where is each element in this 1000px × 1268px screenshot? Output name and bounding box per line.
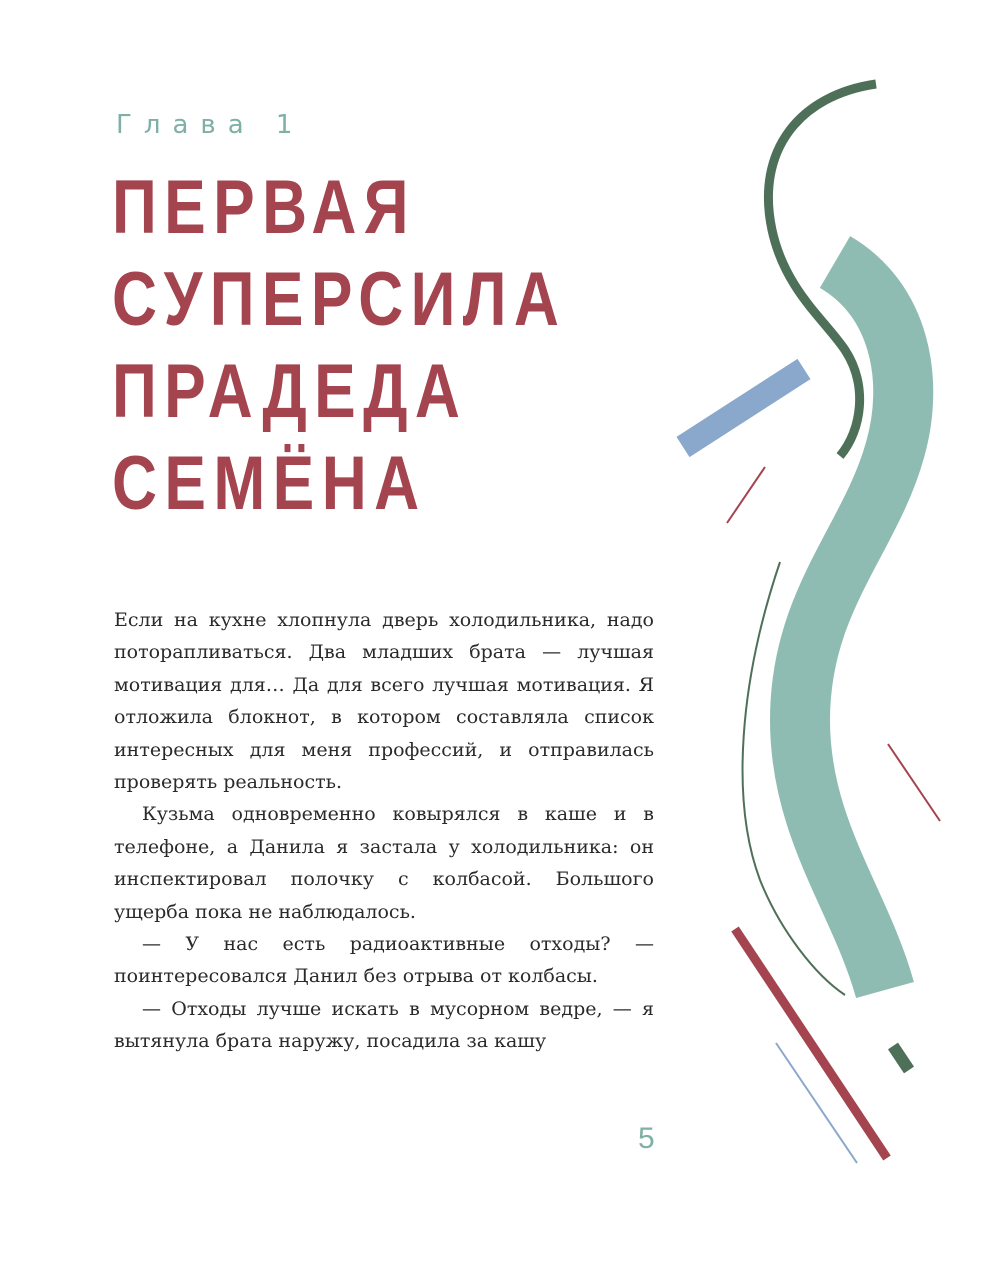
paragraph-2: Кузьма одновременно ковырялся в каше и в телефоне, а Данила я застала у холодильника: он инспектировал полочку с колбасой. Большого ущерба пока не наблюдалось. (114, 803, 654, 923)
chapter-title-line-3: ПРАДЕДА (112, 349, 468, 434)
chapter-title-line-2: СУПЕРСИЛА (112, 257, 567, 342)
paragraph-4: — Отходы лучше искать в мусорном ведре, — я вытянула брата наружу, посадила за кашу (114, 997, 654, 1053)
decorative-illustration (660, 70, 1000, 1180)
red-line-right (888, 744, 940, 821)
blue-bar (683, 369, 804, 447)
page-number: 5 (638, 1122, 655, 1155)
green-dash (893, 1046, 909, 1070)
paragraph-1: Если на кухне хлопнула дверь холодильника, надо поторапливаться. Два младших брата — лучшая мотивация для… Да для всего лучшая мотивация. Я отложила блокнот, в котором составляла список интересных для меня профессий, и отправилась проверять реальность. (114, 609, 654, 794)
chapter-title (112, 162, 571, 530)
chapter-title-line-4: СЕМЁНА (112, 441, 427, 526)
chapter-label: Глава 1 (116, 110, 305, 140)
chapter-title-line-1: ПЕРВАЯ (112, 165, 416, 250)
paragraph-3: — У нас есть радиоактивные отходы? — поинтересовался Данил без отрыва от колбасы. (114, 933, 654, 988)
red-line-small (727, 467, 765, 523)
body-text (114, 604, 654, 1058)
blue-line-bottom (776, 1043, 857, 1163)
